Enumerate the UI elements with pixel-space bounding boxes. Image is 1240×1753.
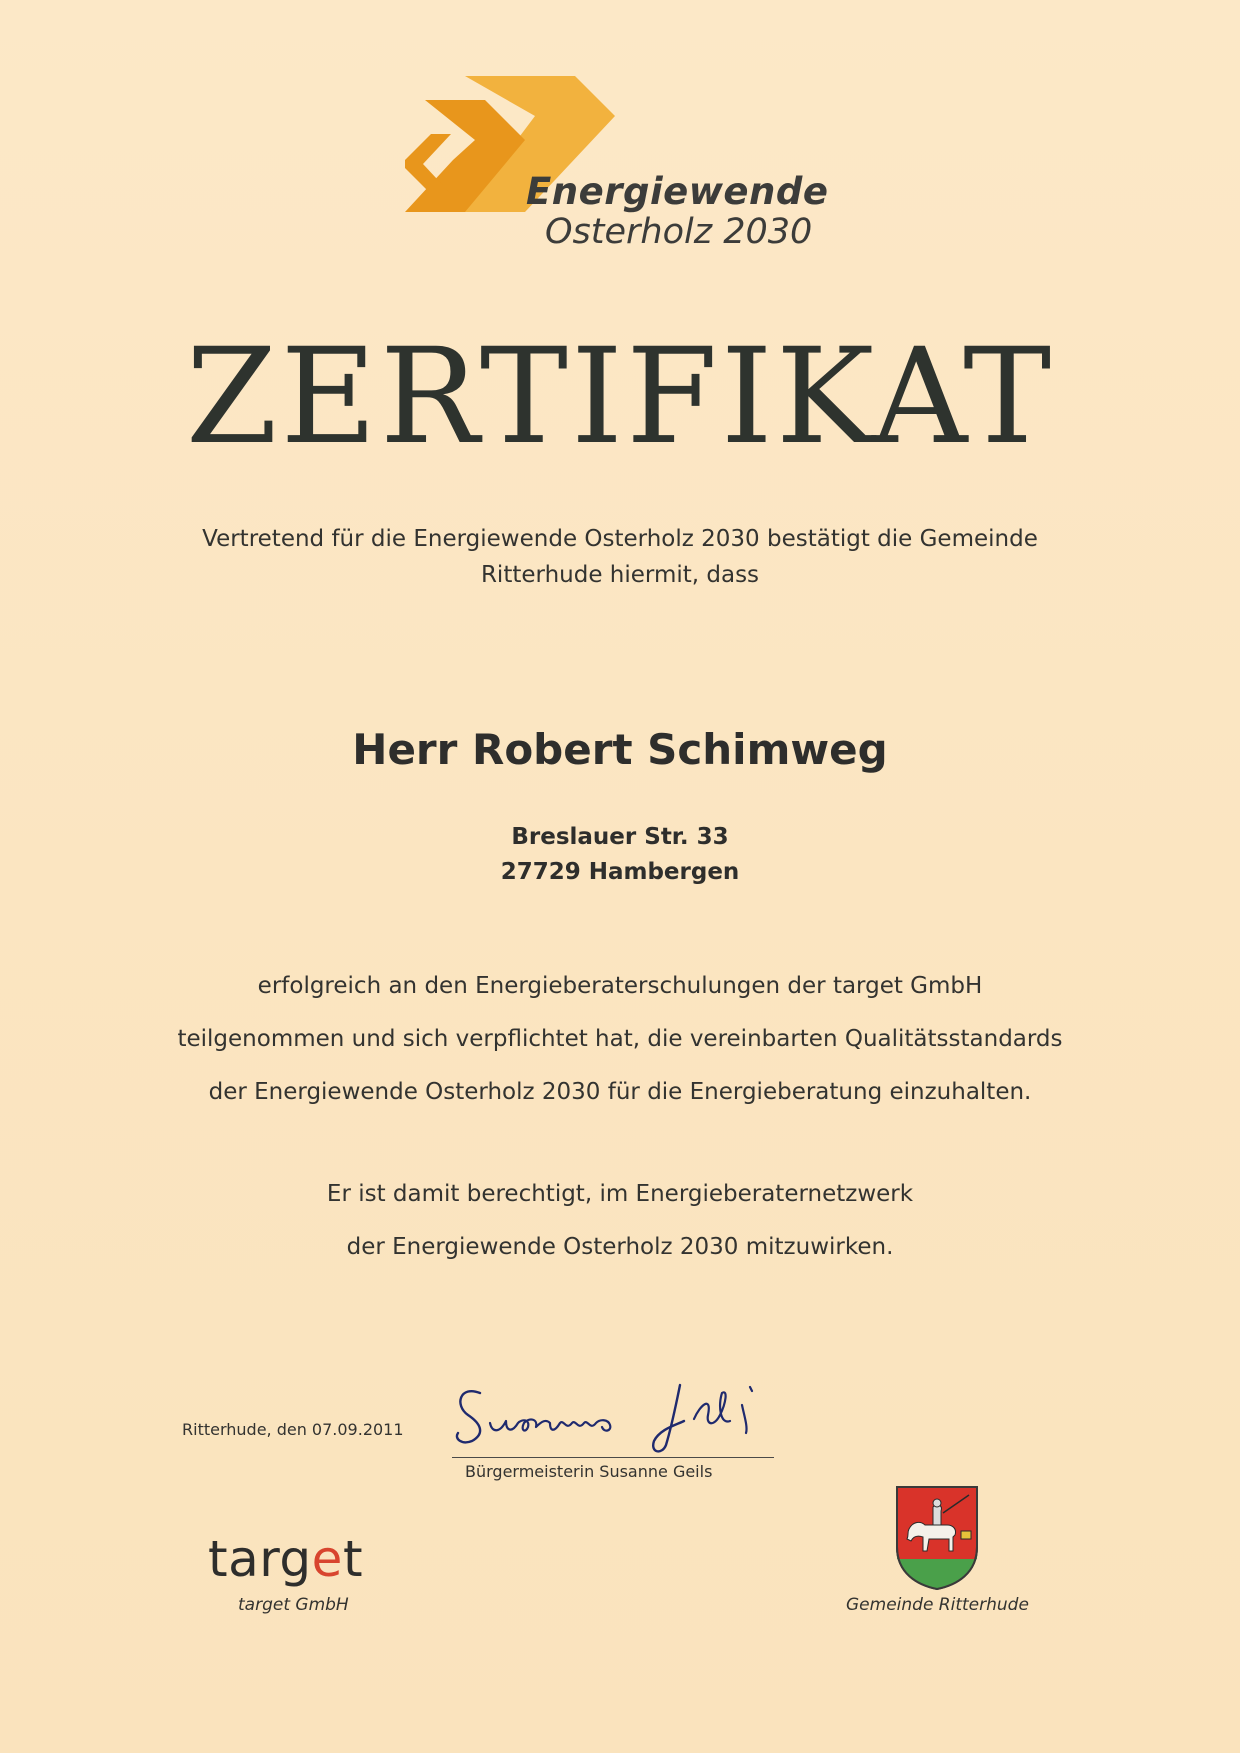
target-logo-text-pre: targ [208,1530,312,1588]
authorization-line-1: Er ist damit berechtigt, im Energieberaternetzwerk [326,1181,914,1207]
intro-line-1: Vertretend für die Energiewende Osterholz 2030 bestätigt die Gemeinde [202,526,1038,552]
handwritten-signature [450,1375,810,1455]
recipient-address [0,820,1240,890]
body-line-1: erfolgreich an den Energieberaterschulungen der target GmbH [257,973,983,999]
certificate-title: ZERTIFIKAT [185,320,1055,474]
target-logo-accent: e [311,1530,343,1588]
authorization-line-2: der Energiewende Osterholz 2030 mitzuwirken. [346,1234,894,1260]
ritterhude-coat-of-arms-icon [895,1485,979,1591]
target-logo-text-post: t [342,1530,364,1588]
body-line-3: der Energiewende Osterholz 2030 für die Energieberatung einzuhalten. [208,1079,1032,1105]
logo-line-energiewende: Energiewende [526,170,829,213]
intro-text [120,521,1120,593]
target-logo [208,1530,363,1588]
signature-caption: Bürgermeisterin Susanne Geils [465,1462,713,1481]
address-city: 27729 Hambergen [500,859,740,885]
crest-caption: Gemeinde Ritterhude [846,1595,1029,1615]
place-date: Ritterhude, den 07.09.2011 [182,1420,404,1439]
target-caption: target GmbH [238,1595,349,1615]
signature-line [452,1457,774,1458]
body-line-2: teilgenommen und sich verpflichtet hat, die vereinbarten Qualitätsstandards [177,1026,1063,1052]
logo-line-osterholz: Osterholz 2030 [545,212,813,252]
address-street: Breslauer Str. 33 [511,824,729,850]
body-text [110,960,1130,1119]
intro-line-2: Ritterhude hiermit, dass [480,562,760,588]
authorization-text [110,1168,1130,1274]
recipient-name: Herr Robert Schimweg [352,725,888,774]
